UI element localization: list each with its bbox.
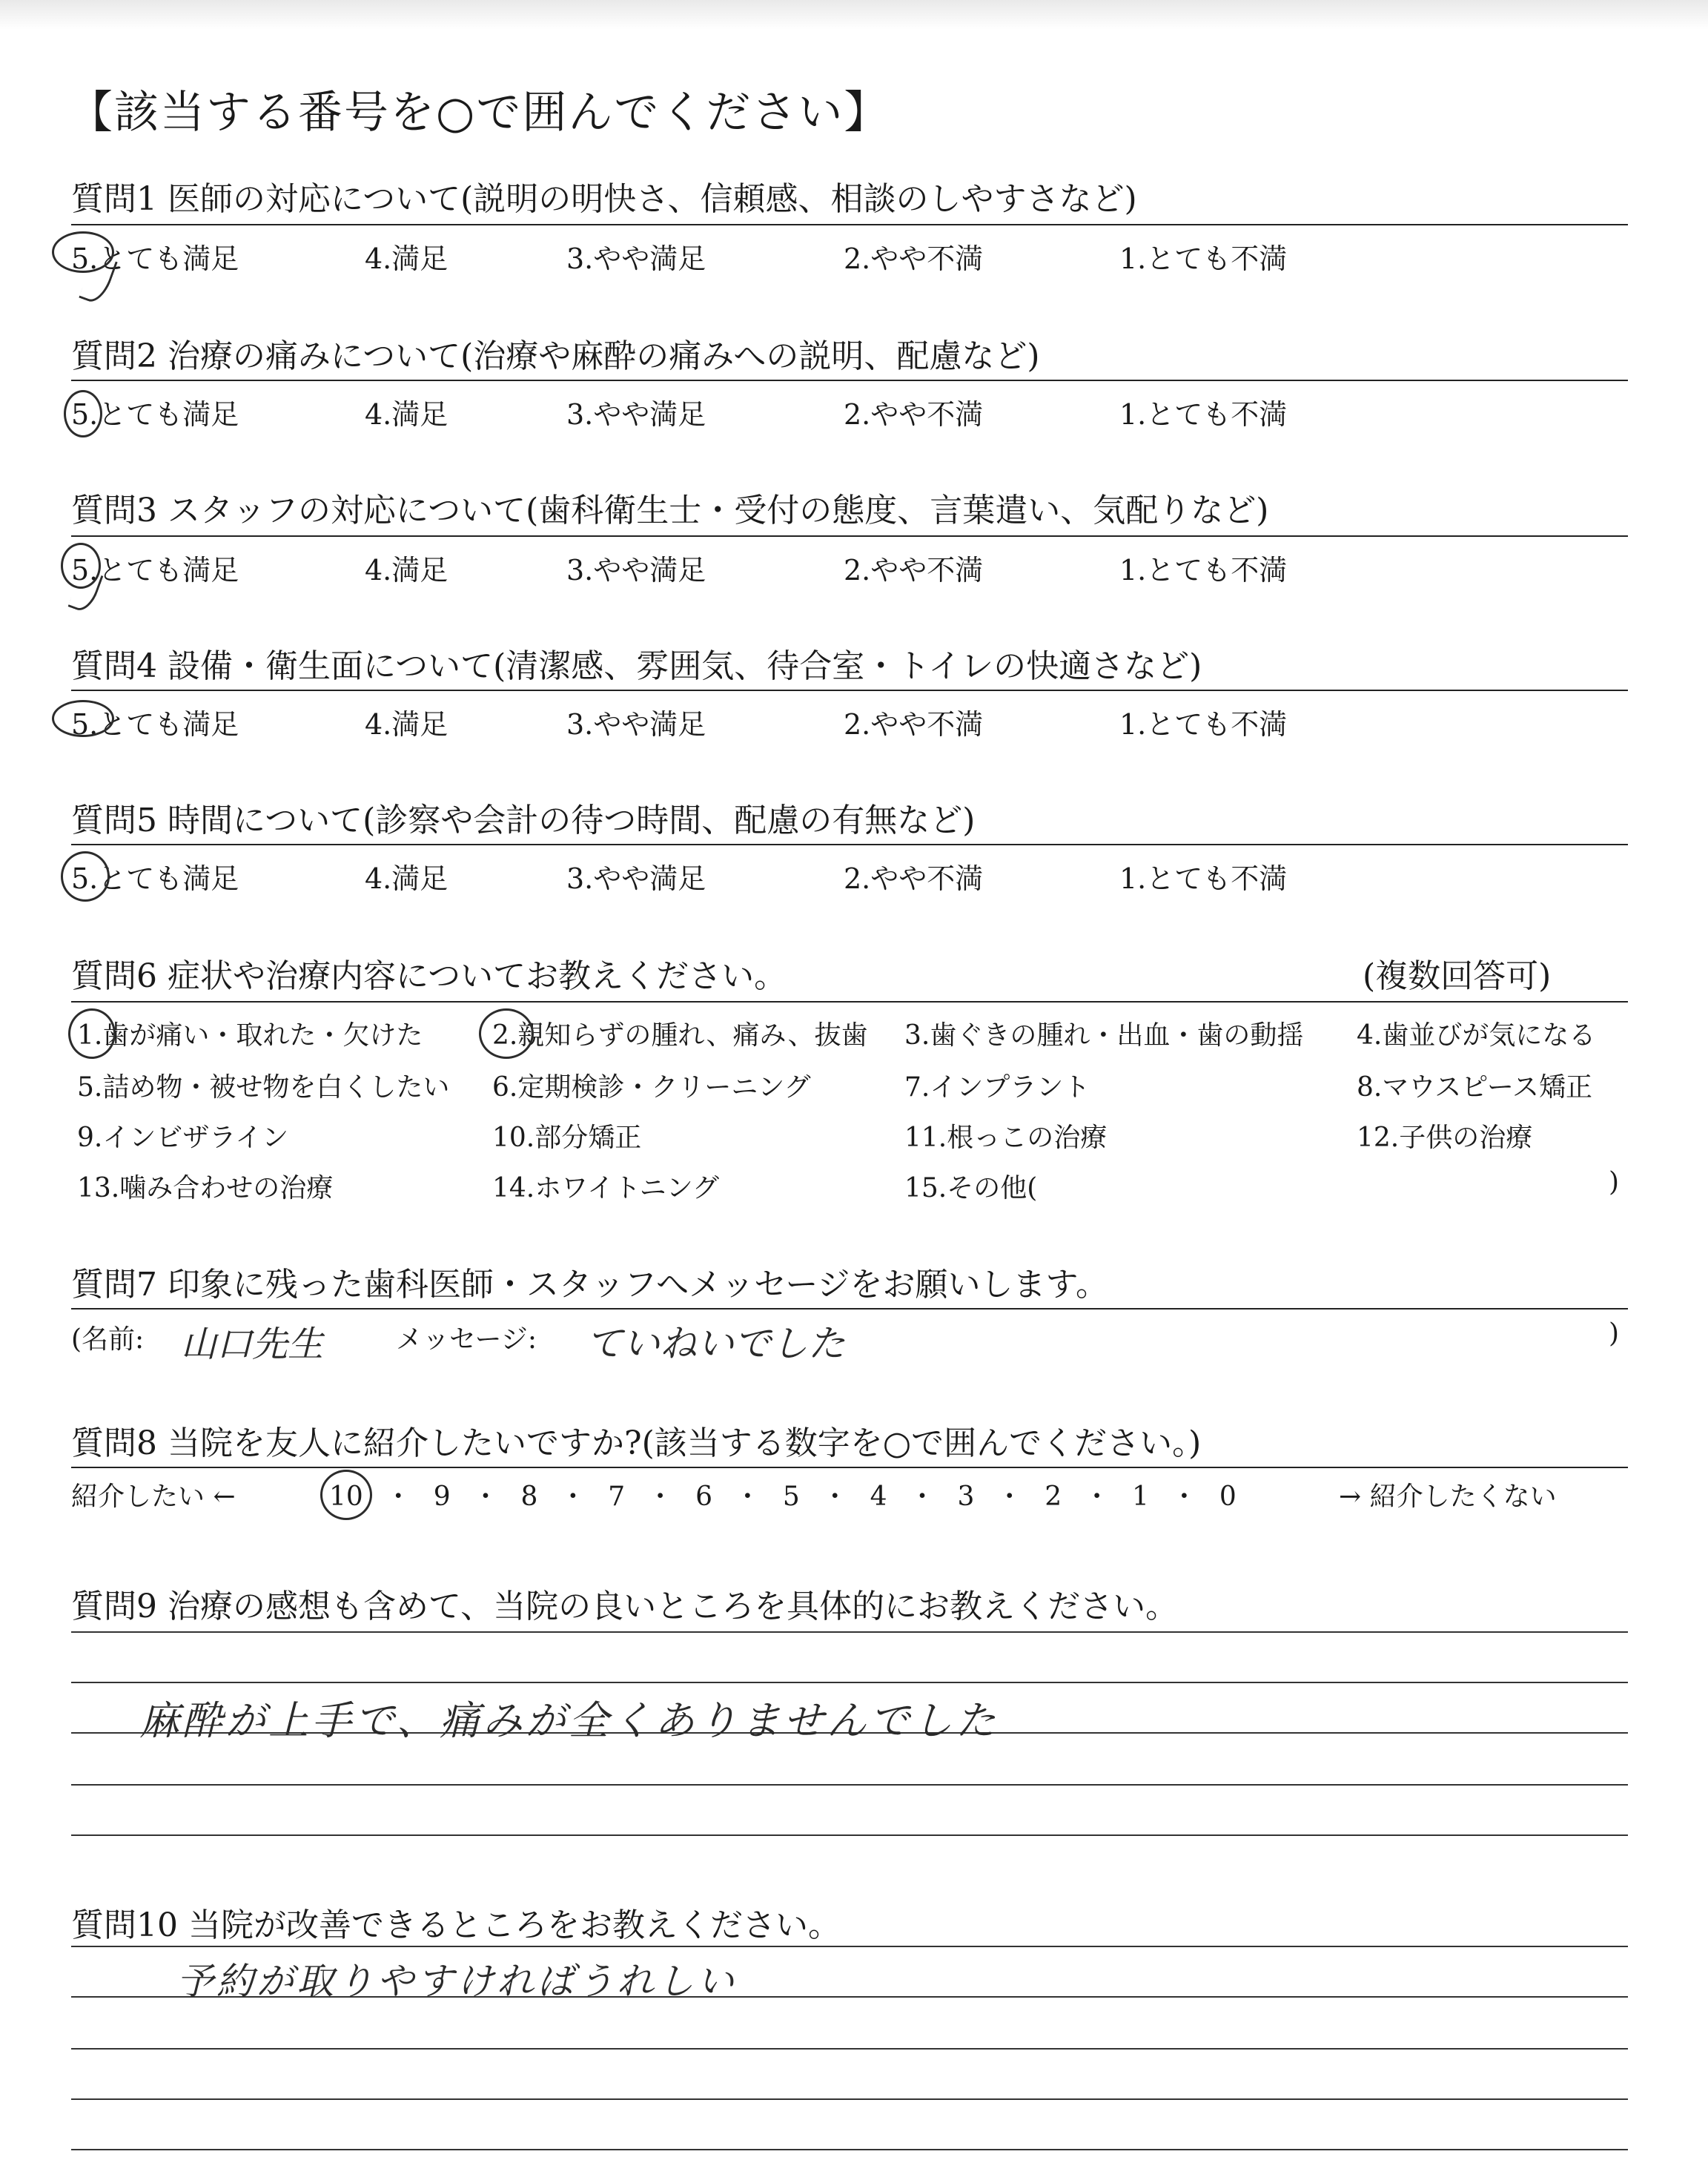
- q4-option-4[interactable]: 4.満足: [365, 708, 448, 741]
- q2-option-2[interactable]: 2.やや不満: [844, 398, 984, 431]
- q6-option-6[interactable]: 6.定期検診・クリーニング: [492, 1072, 811, 1103]
- q6-title: 質問6 症状や治療内容についてお教えください。: [71, 957, 787, 995]
- q3-option-5[interactable]: 5.とても満足: [71, 554, 239, 587]
- q3-title: 質問3 スタッフの対応について(歯科衛生士・受付の態度、言葉遣い、気配りなど): [71, 492, 1269, 529]
- q8-rule: [71, 1467, 1628, 1468]
- q7-message-label: メッセージ:: [396, 1324, 537, 1355]
- q6-option-11[interactable]: 11.根っこの治療: [904, 1123, 1108, 1153]
- q8-left-label: 紹介したい ←: [71, 1482, 236, 1512]
- q6-option-13[interactable]: 13.噛み合わせの治療: [77, 1173, 334, 1203]
- q6-option-15[interactable]: 15.その他(: [904, 1173, 1038, 1203]
- q3-rule: [71, 535, 1628, 537]
- q2-option-5[interactable]: 5.とても満足: [71, 398, 239, 431]
- q1-option-4[interactable]: 4.満足: [365, 242, 448, 275]
- q6-option-12[interactable]: 12.子供の治療: [1357, 1123, 1533, 1153]
- q5-option-5[interactable]: 5.とても満足: [71, 862, 239, 895]
- q5-option-3[interactable]: 3.やや満足: [566, 862, 706, 895]
- q6-option-8[interactable]: 8.マウスピース矯正: [1357, 1072, 1593, 1103]
- q6-option-10[interactable]: 10.部分矯正: [492, 1123, 642, 1153]
- q9-line-4: [71, 1784, 1628, 1786]
- q6-rule: [71, 1001, 1628, 1003]
- q7-name-label: (名前:: [71, 1324, 145, 1355]
- q6-answer-circle-1: [68, 1008, 116, 1059]
- q9-title: 質問9 治療の感想も含めて、当院の良いところを具体的にお教えください。: [71, 1588, 1179, 1625]
- q1-option-1[interactable]: 1.とても不満: [1119, 242, 1288, 275]
- q7-name-value[interactable]: 山口先生: [181, 1324, 324, 1365]
- q10-line-1: [71, 1946, 1628, 1947]
- q2-option-1[interactable]: 1.とても不満: [1119, 398, 1288, 431]
- q9-line-2: [71, 1682, 1628, 1683]
- q10-answer[interactable]: 予約が取りやすければうれしい: [176, 1960, 737, 2003]
- scan-top-edge: [0, 0, 1708, 30]
- q4-title: 質問4 設備・衛生面について(清潔感、雰囲気、待合室・トイレの快適さなど): [71, 647, 1202, 685]
- q6-option-3[interactable]: 3.歯ぐきの腫れ・出血・歯の動揺: [904, 1020, 1304, 1051]
- q10-title: 質問10 当院が改善できるところをお教えください。: [71, 1906, 841, 1944]
- q7-rule: [71, 1308, 1628, 1309]
- q6-option-14[interactable]: 14.ホワイトニング: [492, 1173, 720, 1203]
- q6-other-close: ): [1609, 1167, 1620, 1198]
- q3-option-4[interactable]: 4.満足: [365, 554, 448, 587]
- page-title: 【該当する番号を○で囲んでください】: [68, 87, 890, 139]
- q6-option-4[interactable]: 4.歯並びが気になる: [1357, 1020, 1596, 1051]
- q5-answer-circle: [61, 851, 110, 902]
- q2-answer-circle: [64, 390, 102, 437]
- q6-option-1[interactable]: 1.歯が痛い・取れた・欠けた: [77, 1020, 423, 1051]
- q2-option-3[interactable]: 3.やや満足: [566, 398, 706, 431]
- q7-message-value[interactable]: ていねいでした: [586, 1322, 845, 1365]
- q9-answer[interactable]: 麻酔が上手で、痛みが全くありませんでした: [139, 1697, 999, 1744]
- q9-line-1: [71, 1631, 1628, 1633]
- q10-line-4: [71, 2098, 1628, 2100]
- q6-option-7[interactable]: 7.インプラント: [904, 1072, 1090, 1103]
- q8-right-label: → 紹介したくない: [1339, 1482, 1557, 1512]
- q6-option-9[interactable]: 9.インビザライン: [77, 1123, 289, 1153]
- q5-option-2[interactable]: 2.やや不満: [844, 862, 984, 895]
- q7-close: ): [1609, 1318, 1620, 1349]
- q2-title: 質問2 治療の痛みについて(治療や麻酔の痛みへの説明、配慮など): [71, 337, 1040, 375]
- q3-option-3[interactable]: 3.やや満足: [566, 554, 706, 587]
- q4-option-2[interactable]: 2.やや不満: [844, 708, 984, 741]
- q7-title: 質問7 印象に残った歯科医師・スタッフへメッセージをお願いします。: [71, 1266, 1108, 1304]
- q4-answer-circle: [52, 700, 114, 737]
- q1-title: 質問1 医師の対応について(説明の明快さ、信頼感、相談のしやすさなど): [71, 180, 1137, 218]
- q9-line-5: [71, 1834, 1628, 1836]
- q4-rule: [71, 690, 1628, 691]
- q6-answer-circle-2: [479, 1008, 534, 1059]
- q8-scale[interactable]: 10 ・ 9 ・ 8 ・ 7 ・ 6 ・ 5 ・ 4 ・ 3 ・ 2 ・ 1 ・ 0: [329, 1482, 1237, 1512]
- q2-option-4[interactable]: 4.満足: [365, 398, 448, 431]
- q5-rule: [71, 844, 1628, 845]
- q1-rule: [71, 224, 1628, 225]
- q5-option-4[interactable]: 4.満足: [365, 862, 448, 895]
- q2-rule: [71, 380, 1628, 381]
- q4-option-1[interactable]: 1.とても不満: [1119, 708, 1288, 741]
- q4-option-5[interactable]: 5.とても満足: [71, 708, 239, 741]
- q1-option-2[interactable]: 2.やや不満: [844, 242, 984, 275]
- q1-option-5[interactable]: 5.とても満足: [71, 242, 239, 275]
- q8-title: 質問8 当院を友人に紹介したいですか?(該当する数字を○で囲んでください。): [71, 1424, 1202, 1462]
- q10-line-3: [71, 2048, 1628, 2050]
- q6-option-2[interactable]: 2.親知らずの腫れ、痛み、抜歯: [492, 1020, 868, 1051]
- q3-option-1[interactable]: 1.とても不満: [1119, 554, 1288, 587]
- q4-option-3[interactable]: 3.やや満足: [566, 708, 706, 741]
- q5-option-1[interactable]: 1.とても不満: [1119, 862, 1288, 895]
- q1-option-3[interactable]: 3.やや満足: [566, 242, 706, 275]
- q5-title: 質問5 時間について(診察や会計の待つ時間、配慮の有無など): [71, 802, 976, 839]
- q6-option-5[interactable]: 5.詰め物・被せ物を白くしたい: [77, 1072, 450, 1103]
- q8-answer-circle: [320, 1470, 372, 1520]
- q3-option-2[interactable]: 2.やや不満: [844, 554, 984, 587]
- q10-line-5: [71, 2149, 1628, 2150]
- q6-note: (複数回答可): [1363, 957, 1552, 995]
